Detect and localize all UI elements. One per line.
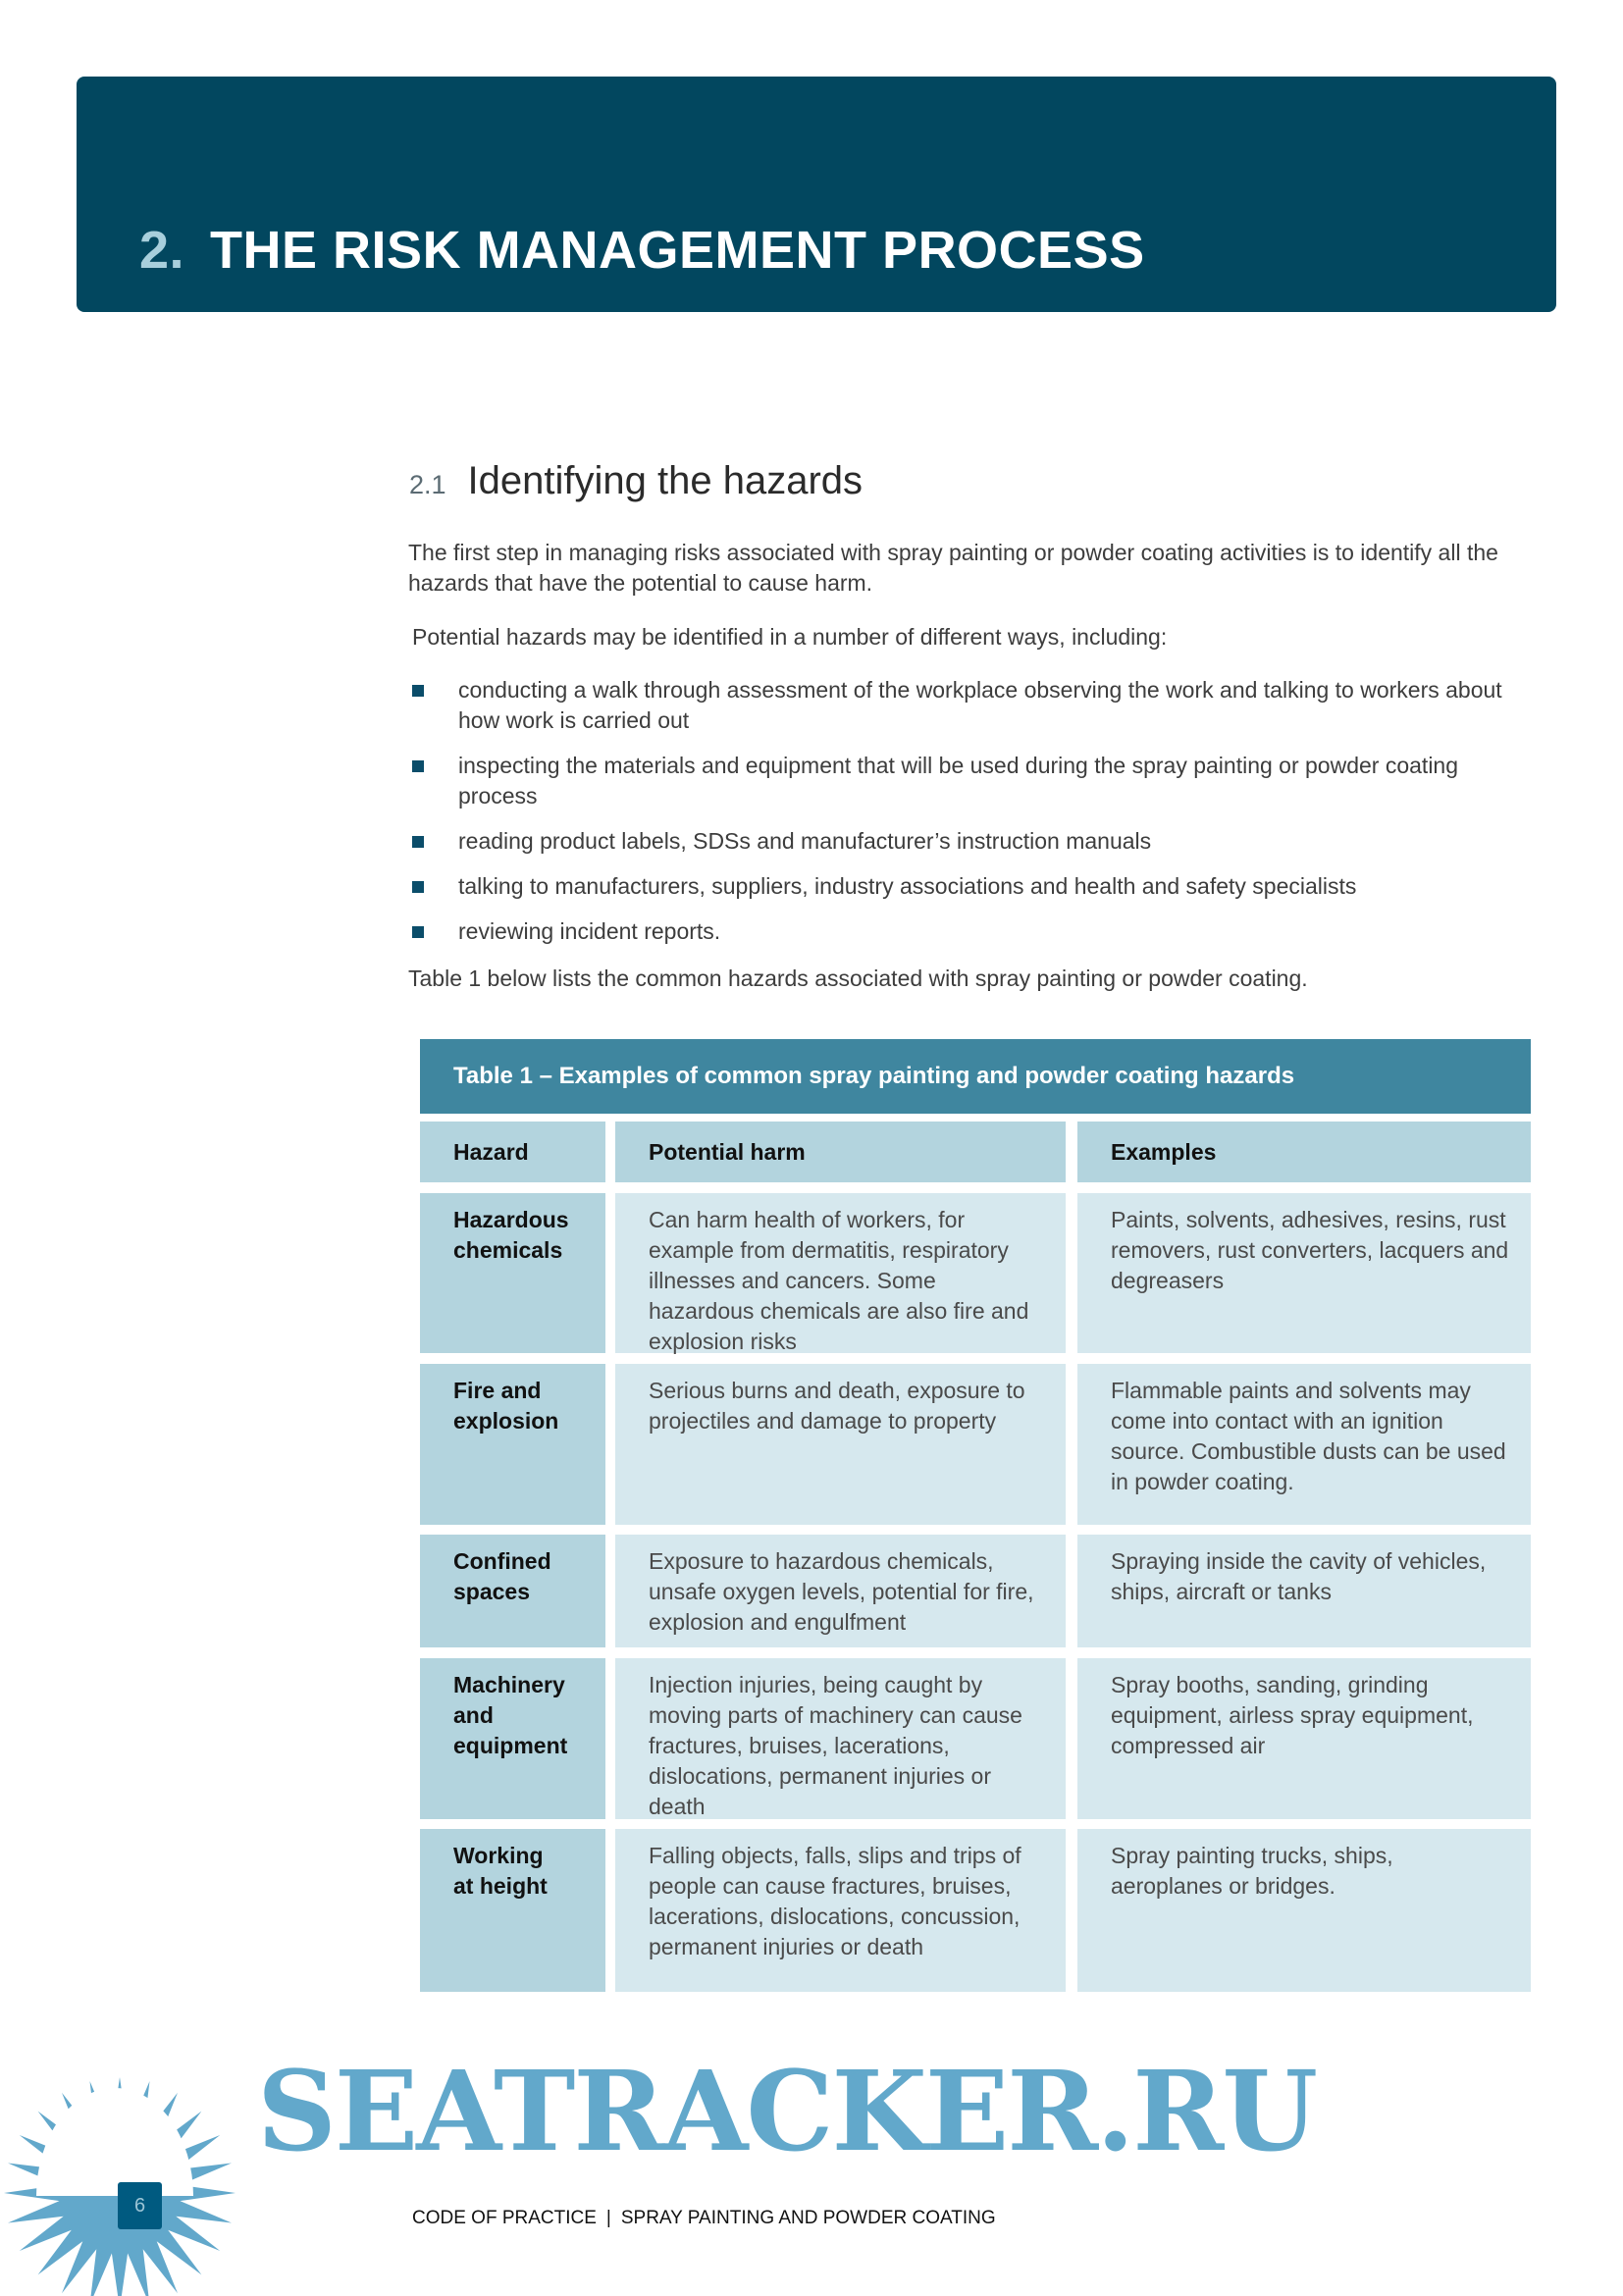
chapter-number: 2. <box>139 221 185 280</box>
footer-text <box>412 2208 996 2229</box>
table-title: Table 1 – Examples of common spray painting and powder coating hazards <box>420 1039 1531 1114</box>
section-title: Identifying the hazards <box>467 459 864 502</box>
bullet-item <box>412 675 1541 736</box>
paragraph-table-intro: Table 1 below lists the common hazards associated with spray painting or powder coating. <box>408 965 1308 991</box>
table-cell-hazard: Fire and explosion <box>420 1364 605 1525</box>
watermark-sun-icon <box>0 2061 245 2296</box>
chapter-banner <box>77 77 1556 312</box>
table-cell-examples: Spray booths, sanding, grinding equipment, airless spray equipment, compressed air <box>1077 1658 1531 1819</box>
footer-separator: | <box>605 2208 611 2228</box>
bullet-square-icon <box>412 836 424 848</box>
page-number: 6 <box>118 2182 162 2229</box>
table-cell-harm: Injection injuries, being caught by moving parts of machinery can cause fractures, bruises, lacerations, dislocations, permanent injuries or death <box>615 1658 1066 1819</box>
table-header-examples: Examples <box>1077 1122 1531 1182</box>
table-cell-examples: Spray painting trucks, ships, aeroplanes or bridges. <box>1077 1829 1531 1992</box>
table-cell-examples: Paints, solvents, adhesives, resins, rust removers, rust converters, lacquers and degreasers <box>1077 1193 1531 1353</box>
bullet-item <box>412 916 1541 947</box>
bullet-item <box>412 751 1472 811</box>
bullet-square-icon <box>412 881 424 893</box>
section-heading <box>409 459 863 503</box>
chapter-title-text: THE RISK MANAGEMENT PROCESS <box>210 221 1145 280</box>
bullet-item <box>412 826 1541 857</box>
table-cell-examples: Spraying inside the cavity of vehicles, ships, aircraft or tanks <box>1077 1535 1531 1647</box>
paragraph-intro: The first step in managing risks associated with spray painting or powder coating activities is to identify all the hazards that have the potential to cause harm. <box>408 540 1498 596</box>
section-number: 2.1 <box>409 470 446 499</box>
table-cell-hazard: Confined spaces <box>420 1535 605 1647</box>
table-cell-hazard: Working at height <box>420 1829 605 1992</box>
table-cell-harm: Exposure to hazardous chemicals, unsafe oxygen levels, potential for fire, explosion and engulfment <box>615 1535 1066 1647</box>
bullet-text: inspecting the materials and equipment that will be used during the spray painting or powder coating process <box>458 753 1459 809</box>
footer-left: CODE OF PRACTICE <box>412 2208 597 2228</box>
footer-right: SPRAY PAINTING AND POWDER COATING <box>620 2208 996 2228</box>
bullet-text: talking to manufacturers, suppliers, industry associations and health and safety specialists <box>458 873 1357 899</box>
bullet-item <box>412 871 1590 902</box>
bullet-square-icon <box>412 685 424 697</box>
bullet-square-icon <box>412 760 424 772</box>
bullet-text: reading product labels, SDSs and manufacturer’s instruction manuals <box>458 828 1152 854</box>
watermark: SEATRACKER.RU <box>257 2048 1317 2176</box>
bullet-text: reviewing incident reports. <box>458 918 721 944</box>
table-cell-examples: Flammable paints and solvents may come into contact with an ignition source. Combustible dusts can be used in powder coating. <box>1077 1364 1531 1525</box>
table-cell-hazard: Machinery and equipment <box>420 1658 605 1819</box>
bullet-text: conducting a walk through assessment of the workplace observing the work and talking to workers about how work is carried out <box>458 677 1502 733</box>
bullet-square-icon <box>412 926 424 938</box>
table-cell-harm: Falling objects, falls, slips and trips of people can cause fractures, bruises, lacerations, dislocations, concussion, permanent injuries or death <box>615 1829 1066 1992</box>
table-header-hazard: Hazard <box>420 1122 605 1182</box>
table-cell-hazard: Hazardous chemicals <box>420 1193 605 1353</box>
table-header-potential-harm: Potential harm <box>615 1122 1066 1182</box>
chapter-title <box>139 220 1145 281</box>
table-cell-harm: Can harm health of workers, for example from dermatitis, respiratory illnesses and cancers. Some hazardous chemicals are also fire and explosion risks <box>615 1193 1066 1353</box>
table-cell-harm: Serious burns and death, exposure to projectiles and damage to property <box>615 1364 1066 1525</box>
paragraph-ways: Potential hazards may be identified in a number of different ways, including: <box>412 624 1168 650</box>
